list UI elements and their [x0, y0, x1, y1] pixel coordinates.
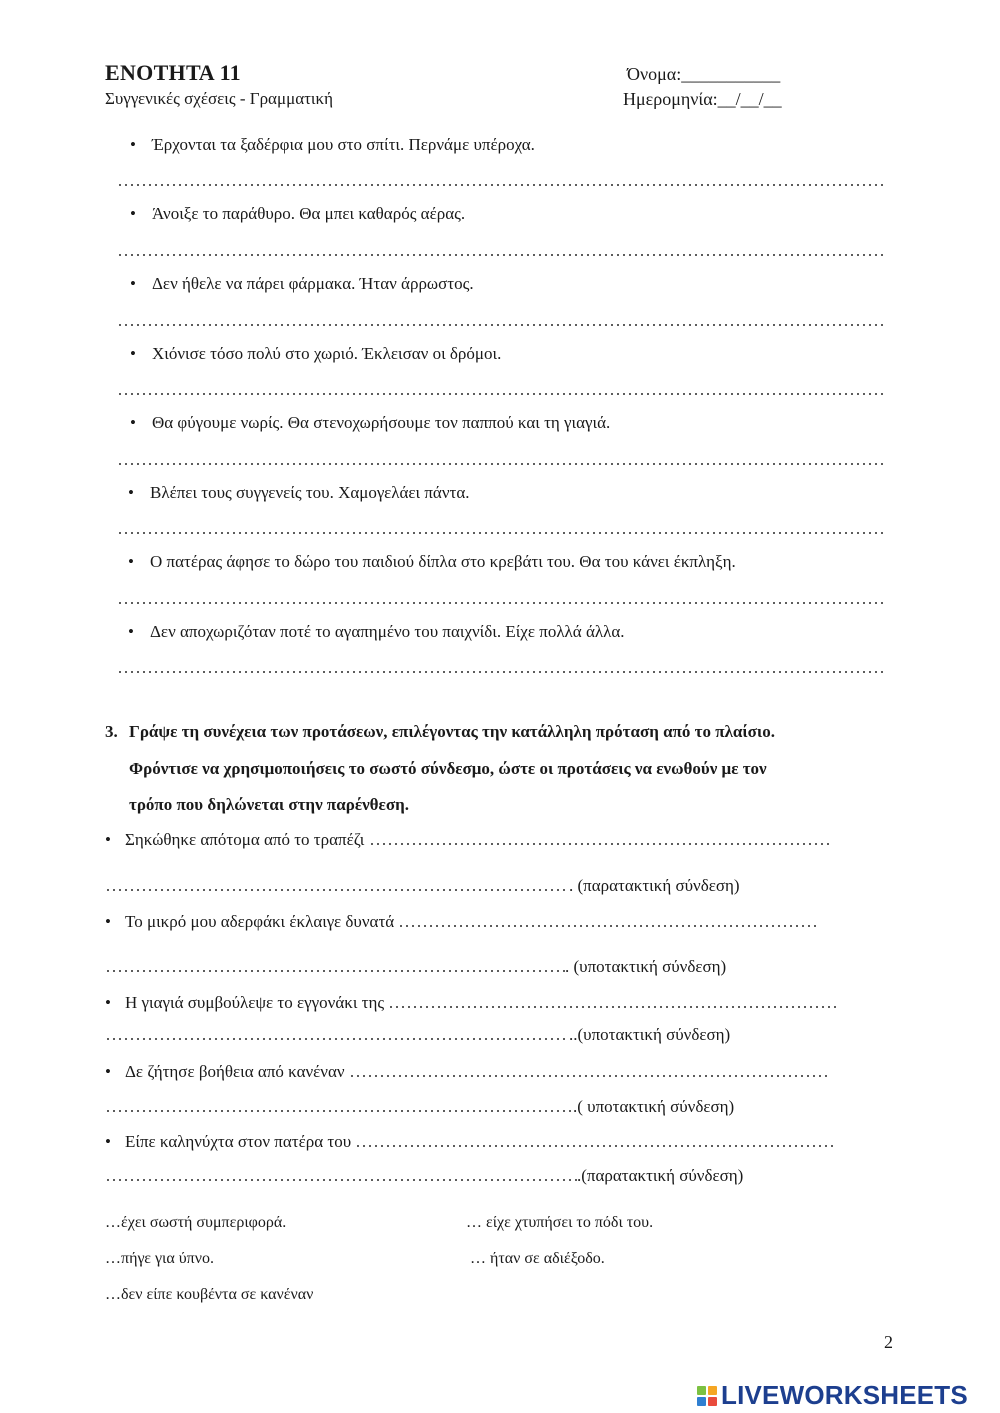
- instruction-line-3: τρόπο που δηλώνεται στην παρένθεση.: [129, 795, 409, 814]
- exercise2-sentence-1: • Έρχονται τα ξαδέρφια μου στο σπίτι. Περνάμε υπέροχα.: [130, 135, 535, 154]
- fill-line[interactable]: [398, 925, 818, 927]
- choice-option-2: … είχε χτυπήσει το πόδι του.: [466, 1214, 654, 1231]
- fill-line[interactable]: [105, 1038, 569, 1040]
- exercise3-instructions: [105, 714, 905, 824]
- exercise3-item-3: • Η γιαγιά συμβούλεψε το εγγονάκι της: [105, 993, 836, 1013]
- choice-option-1: …έχει σωστή συμπεριφορά.: [105, 1214, 287, 1231]
- fill-line[interactable]: [105, 1110, 573, 1112]
- exercise2-sentence-6: • Βλέπει τους συγγενείς του. Χαμογελάει πάντα.: [128, 483, 470, 502]
- name-field[interactable]: Όνομα:___________: [627, 64, 781, 84]
- answer-line-2[interactable]: [117, 254, 887, 256]
- bullet-icon: •: [105, 912, 111, 931]
- exercise2-sentence-2: • Άνοιξε το παράθυρο. Θα μπει καθαρός αέρας.: [130, 204, 466, 223]
- unit-title: ΕΝΟΤΗΤΑ 11: [105, 60, 241, 85]
- answer-line-8[interactable]: [117, 671, 887, 673]
- exercise3-item-5: • Είπε καληνύχτα στον πατέρα του: [105, 1132, 833, 1152]
- exercise-number: 3.: [105, 722, 118, 741]
- exercise2-sentence-8: • Δεν αποχωριζόταν ποτέ το αγαπημένο του παιχνίδι. Είχε πολλά άλλα.: [128, 622, 625, 641]
- answer-line-4[interactable]: [117, 393, 887, 395]
- choice-option-3: …πήγε για ύπνο.: [105, 1250, 214, 1267]
- liveworksheets-logo[interactable]: [697, 1380, 968, 1411]
- answer-line-3[interactable]: [117, 324, 887, 326]
- fill-line[interactable]: [388, 1006, 836, 1008]
- exercise3-item-4: • Δε ζήτησε βοήθεια από κανέναν: [105, 1062, 827, 1082]
- exercise3-answer-5[interactable]: .(παρατακτική σύνδεση): [105, 1166, 743, 1186]
- bullet-icon: •: [128, 552, 134, 571]
- bullet-icon: •: [130, 344, 136, 363]
- date-field[interactable]: Ημερομηνία:__/__/__: [623, 89, 782, 109]
- fill-line[interactable]: [105, 889, 569, 891]
- page-number: 2: [884, 1332, 893, 1352]
- exercise2-sentence-5: • Θα φύγουμε νωρίς. Θα στενοχωρήσουμε τον παππού και τη γιαγιά.: [130, 413, 611, 432]
- answer-line-7[interactable]: [117, 602, 887, 604]
- bullet-icon: •: [130, 135, 136, 154]
- exercise3-answer-3[interactable]: ..(υποτακτική σύνδεση): [105, 1025, 730, 1045]
- bullet-icon: •: [130, 204, 136, 223]
- exercise3-item-2: • Το μικρό μου αδερφάκι έκλαιγε δυνατά: [105, 912, 818, 932]
- exercise3-answer-2[interactable]: . (υποτακτική σύνδεση): [105, 957, 726, 977]
- bullet-icon: •: [128, 483, 134, 502]
- bullet-icon: •: [130, 413, 136, 432]
- exercise2-sentence-7: • Ο πατέρας άφησε το δώρο του παιδιού δίπλα στο κρεβάτι του. Θα του κάνει έκπληξη.: [128, 552, 736, 571]
- instruction-line-1: 3. Γράψε τη συνέχεια των προτάσεων, επιλέγοντας την κατάλληλη πρόταση από το πλαίσιο.: [105, 714, 905, 751]
- fill-line[interactable]: [355, 1145, 833, 1147]
- answer-line-5[interactable]: [117, 463, 887, 465]
- liveworksheets-logo-icon: [697, 1386, 717, 1406]
- unit-subtitle: Συγγενικές σχέσεις - Γραμματική: [105, 89, 333, 108]
- exercise2-sentence-4: • Χιόνισε τόσο πολύ στο χωριό. Έκλεισαν οι δρόμοι.: [130, 344, 502, 363]
- fill-line[interactable]: [105, 970, 565, 972]
- exercise3-item-1: • Σηκώθηκε απότομα από το τραπέζι: [105, 830, 829, 850]
- bullet-icon: •: [105, 993, 111, 1012]
- answer-line-1[interactable]: [117, 184, 887, 186]
- bullet-icon: •: [105, 830, 111, 849]
- exercise3-answer-4[interactable]: .( υποτακτική σύνδεση): [105, 1097, 734, 1117]
- choice-option-4: … ήταν σε αδιέξοδο.: [470, 1250, 605, 1267]
- instruction-line-2: Φρόντισε να χρησιμοποιήσεις το σωστό σύνδεσμο, ώστε οι προτάσεις να ενωθούν με τον: [129, 758, 767, 778]
- bullet-icon: •: [105, 1132, 111, 1151]
- exercise2-sentence-3: • Δεν ήθελε να πάρει φάρμακα. Ήταν άρρωστος.: [130, 274, 474, 293]
- bullet-icon: •: [130, 274, 136, 293]
- fill-line[interactable]: [369, 843, 829, 845]
- choice-option-5: …δεν είπε κουβέντα σε κανέναν: [105, 1286, 314, 1303]
- bullet-icon: •: [128, 622, 134, 641]
- brand-name: LIVEWORKSHEETS: [721, 1380, 968, 1410]
- answer-line-6[interactable]: [117, 532, 887, 534]
- fill-line[interactable]: [105, 1179, 577, 1181]
- bullet-icon: •: [105, 1062, 111, 1081]
- exercise3-answer-1[interactable]: . (παρατακτική σύνδεση): [105, 876, 740, 896]
- fill-line[interactable]: [349, 1075, 827, 1077]
